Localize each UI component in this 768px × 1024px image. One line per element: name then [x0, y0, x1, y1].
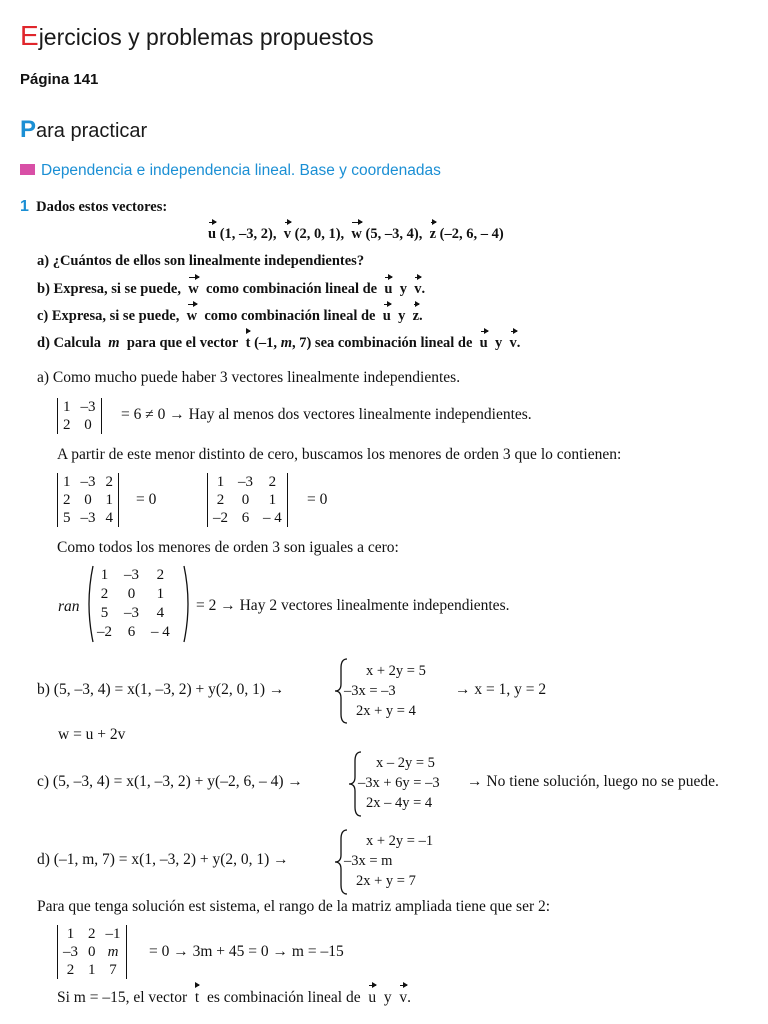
- system-c-eq3: 2x – 4y = 4: [366, 795, 433, 811]
- system-d-eq3: 2x + y = 7: [356, 873, 416, 889]
- system-d-eq2: –3x = m: [344, 853, 393, 869]
- qb-text-1: b) Expresa, si se puede,: [37, 281, 181, 297]
- ran-matrix: [91, 566, 176, 642]
- det2-cell: –3: [80, 399, 96, 415]
- det-d-result: = 0 → 3m + 45 = 0 → m = –15: [149, 943, 344, 960]
- question-c: c) Expresa, si se puede, w como combinación lineal de u y z.: [37, 308, 423, 324]
- page-label: Página 141: [20, 71, 99, 88]
- qb-text-3: y: [399, 281, 407, 297]
- det3b-cell: – 4: [263, 510, 282, 526]
- qc-text-1: c) Expresa, si se puede,: [37, 308, 180, 324]
- det3b-cell: 1: [216, 474, 225, 490]
- determinant-3x3-b: [207, 473, 288, 527]
- solution-d-text: Para que tenga solución est sistema, el rango de la matriz ampliada tiene que ser 2:: [37, 898, 551, 915]
- qb-vector-v: v: [414, 281, 422, 297]
- det3b-cell: 2: [216, 492, 225, 508]
- qc-vector-u: u: [382, 308, 391, 324]
- qd-text-2: para que el vector: [126, 335, 239, 351]
- qd-text-4: , 7) sea combinación lineal de: [291, 335, 473, 351]
- vector-z: z: [429, 226, 437, 242]
- qc-text-2: como combinación lineal de: [204, 308, 376, 324]
- qc-vector-w: w: [186, 308, 198, 324]
- qd-vector-u: u: [479, 335, 488, 351]
- det-d-cell: –1: [105, 926, 121, 942]
- det2-cell: 1: [63, 399, 71, 415]
- subsection-text: Dependencia e independencia lineal. Base y coordenadas: [41, 162, 441, 179]
- det2-cell: 2: [63, 417, 71, 433]
- ran-cell: 0: [127, 586, 136, 602]
- system-b-eq2: –3x = –3: [344, 683, 396, 699]
- subsection-title: [20, 162, 441, 180]
- determinant-d: [57, 925, 127, 979]
- ran-cell: – 4: [151, 624, 170, 640]
- qd-text-3: (–1,: [254, 335, 278, 351]
- qc-vector-z: z: [412, 308, 420, 324]
- solution-a-intro: a) Como mucho puede haber 3 vectores linealmente independientes.: [37, 369, 461, 386]
- system-c-eq1: x – 2y = 5: [376, 755, 435, 771]
- page-title: [20, 20, 374, 52]
- vector-w-value: (5, –3, 4),: [365, 226, 423, 242]
- right-paren: [184, 566, 188, 642]
- det3a-cell: –3: [80, 510, 96, 526]
- question-b: b) Expresa, si se puede, w como combinación lineal de u y v.: [37, 281, 426, 297]
- det3a-result: = 0: [136, 491, 157, 508]
- solution-c-result: → No tiene solución, luego no se puede.: [467, 773, 719, 790]
- qb-vector-u: u: [384, 281, 393, 297]
- ran-cell: –3: [124, 605, 139, 621]
- ran-cell: 6: [127, 624, 136, 640]
- vector-v-value: (2, 0, 1),: [294, 226, 345, 242]
- det3b-cell: –3: [238, 474, 253, 490]
- det3a-cell: 0: [84, 492, 92, 508]
- det3b-cell: 1: [268, 492, 277, 508]
- problem-number: 1: [20, 198, 29, 215]
- qd-text-1: d) Calcula: [37, 335, 102, 351]
- solution-d-eq: d) (–1, m, 7) = x(1, –3, 2) + y(2, 0, 1) →: [37, 851, 289, 868]
- final-vector-u: u: [368, 989, 377, 1006]
- ran-cell: –2: [97, 624, 112, 640]
- det3a-cell: 4: [105, 510, 113, 526]
- solution-b-result: → x = 1, y = 2: [455, 681, 547, 698]
- ran-cell: 5: [100, 605, 109, 621]
- det-d-cell: 7: [109, 962, 117, 978]
- det3b-cell: 2: [268, 474, 277, 490]
- det3b-cell: –2: [213, 510, 228, 526]
- ran-cell: 2: [156, 567, 165, 583]
- det3a-cell: 1: [63, 474, 71, 490]
- qd-vector-t: t: [245, 335, 251, 351]
- system-b-eq1: x + 2y = 5: [366, 663, 426, 679]
- det3a-cell: 1: [105, 492, 113, 508]
- solution-b-combination: w = u + 2v: [58, 726, 126, 743]
- question-d: d) Calcula m para que el vector t (–1, m, 7) sea combinación lineal de u y v.: [37, 335, 521, 351]
- det3b-result: = 0: [307, 491, 328, 508]
- qd-m-2: m: [280, 335, 292, 351]
- determinant-3x3-a: [57, 473, 119, 527]
- det-d-cell: m: [107, 944, 119, 960]
- section-initial: P: [20, 116, 37, 143]
- qd-m: m: [108, 335, 120, 351]
- det2-cell: 0: [84, 417, 92, 433]
- question-a: a) ¿Cuántos de ellos son linealmente independientes?: [37, 253, 365, 269]
- vector-u: u: [208, 226, 217, 242]
- solution-c-eq: c) (5, –3, 4) = x(1, –3, 2) + y(–2, 6, – 4) →: [37, 773, 303, 790]
- ran-result: = 2 → Hay 2 vectores linealmente independientes.: [196, 597, 510, 614]
- det-d-cell: –3: [63, 944, 78, 960]
- square-bullet-icon: [20, 164, 35, 175]
- section-title: [20, 116, 147, 144]
- section-text: ara practicar: [36, 120, 148, 142]
- system-d-eq1: x + 2y = –1: [366, 833, 434, 849]
- determinant-2x2: [57, 398, 102, 434]
- det3a-cell: –3: [80, 474, 96, 490]
- vector-w: w: [351, 226, 362, 242]
- det-d-cell: 1: [66, 926, 75, 942]
- vector-u-value: (1, –3, 2),: [219, 226, 277, 242]
- qb-text-2: como combinación lineal de: [205, 281, 378, 297]
- system-c-eq2: –3x + 6y = –3: [358, 775, 440, 791]
- final-statement: Si m = –15, el vector t es combinación lineal de u y v.: [57, 989, 411, 1006]
- det-d-cell: 2: [88, 926, 96, 942]
- statement-text: Dados estos vectores:: [36, 199, 168, 215]
- vector-z-value: (–2, 6, – 4): [439, 226, 504, 242]
- solution-b-eq: b) (5, –3, 4) = x(1, –3, 2) + y(2, 0, 1) →: [37, 681, 285, 698]
- ran-cell: 4: [156, 605, 165, 621]
- system-d: [344, 831, 433, 891]
- qb-vector-w: w: [188, 281, 199, 297]
- all-zero-text: Como todos los menores de orden 3 son iguales a cero:: [57, 539, 399, 556]
- det-d-cell: 1: [88, 962, 96, 978]
- system-b-eq3: 2x + y = 4: [356, 703, 416, 719]
- ran-label: ran: [58, 598, 80, 615]
- qc-text-3: y: [398, 308, 406, 324]
- det2-result: = 6 ≠ 0 → Hay al menos dos vectores linealmente independientes.: [121, 406, 532, 423]
- vector-list: [208, 226, 504, 243]
- vector-v: v: [283, 226, 291, 242]
- qd-vector-v: v: [509, 335, 517, 351]
- qd-text-5: y: [495, 335, 503, 351]
- ran-cell: –3: [124, 567, 139, 583]
- ran-cell: 1: [100, 567, 109, 583]
- det3a-cell: 2: [105, 474, 113, 490]
- det3b-cell: 0: [241, 492, 250, 508]
- final-vector-t: t: [194, 989, 200, 1006]
- final-text-3: y: [383, 989, 392, 1006]
- det3b-cell: 6: [241, 510, 250, 526]
- title-text: jercicios y problemas propuestos: [38, 24, 374, 50]
- final-vector-v: v: [399, 989, 408, 1006]
- det-d-cell: 0: [88, 944, 96, 960]
- minor-text: A partir de este menor distinto de cero, buscamos los menores de orden 3 que lo contienen:: [57, 446, 622, 463]
- ran-cell: 2: [100, 586, 109, 602]
- system-b: [344, 661, 426, 721]
- problem-statement: [20, 198, 167, 216]
- final-text-2: es combinación lineal de: [206, 989, 361, 1006]
- final-text-1: Si m = –15, el vector: [57, 989, 188, 1006]
- title-initial: E: [20, 20, 39, 51]
- ran-cell: 1: [156, 586, 165, 602]
- det3a-cell: 5: [63, 510, 71, 526]
- system-c: [358, 753, 440, 813]
- det3a-cell: 2: [63, 492, 71, 508]
- det-d-cell: 2: [66, 962, 75, 978]
